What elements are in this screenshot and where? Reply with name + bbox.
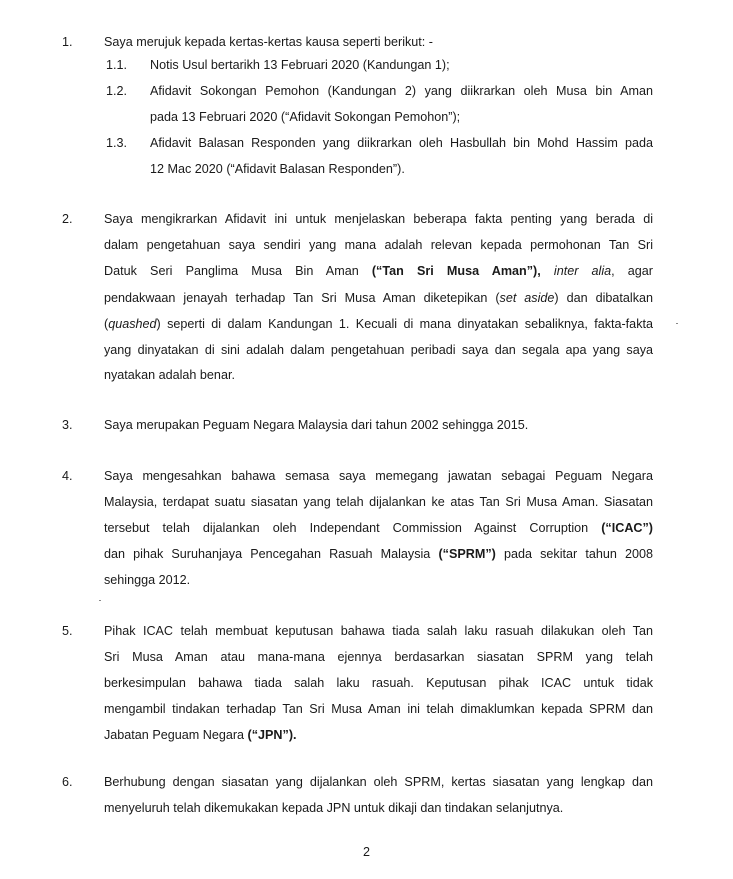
subitem-text-line: Afidavit Sokongan Pemohon (Kandungan 2) yang diikrarkan oleh Musa bin Aman	[150, 84, 653, 98]
paragraph-text-line: berkesimpulan bahawa tiada salah laku rasuah. Keputusan pihak ICAC untuk tidak	[104, 676, 653, 690]
paragraph-text-line: Saya mengikrarkan Afidavit ini untuk menjelaskan beberapa fakta penting yang berada di	[104, 212, 653, 226]
subitem-text-line: Afidavit Balasan Responden yang diikrarkan oleh Hasbullah bin Mohd Hassim pada	[150, 136, 653, 150]
paragraph-text-line: Saya merupakan Peguam Negara Malaysia dari tahun 2002 sehingga 2015.	[104, 418, 529, 432]
paragraph-text-line: yang dinyatakan di sini adalah dalam pengetahuan peribadi saya dan segala apa yang saya	[104, 343, 653, 357]
paragraph-number: 5.	[62, 624, 73, 638]
italic-term: set aside	[499, 291, 555, 305]
page-number: 2	[362, 845, 370, 859]
paragraph-text-line	[104, 727, 297, 743]
paragraph-number: 2.	[62, 212, 73, 226]
scan-speck	[676, 323, 678, 324]
subitem-number: 1.2.	[106, 84, 128, 98]
italic-term: inter alia	[553, 264, 612, 278]
paragraph-text-line: Saya mengesahkan bahawa semasa saya memegang jawatan sebagai Peguam Negara	[104, 469, 653, 483]
text-run: pada sekitar tahun 2008	[495, 547, 653, 561]
paragraph-number: 3.	[62, 418, 73, 432]
italic-term: quashed	[108, 317, 157, 331]
text-run: Datuk Seri Panglima Musa Bin Aman	[104, 264, 372, 278]
defined-term: (“JPN”).	[247, 728, 297, 742]
text-run: ) dan dibatalkan	[554, 291, 654, 305]
text-run: dan pihak Suruhanjaya Pencegahan Rasuah Malaysia	[104, 547, 439, 561]
paragraph-number: 1.	[62, 35, 73, 49]
text-run: pendakwaan jenayah terhadap Tan Sri Musa Aman diketepikan (	[104, 291, 500, 305]
paragraph-text-line: Berhubung dengan siasatan yang dijalankan oleh SPRM, kertas siasatan yang lengkap dan	[104, 775, 653, 789]
paragraph-text-line	[104, 263, 653, 279]
paragraph-text-line: Malaysia, terdapat suatu siasatan yang telah dijalankan ke atas Tan Sri Musa Aman. Siasatan	[104, 495, 653, 509]
text-run: , agar	[611, 264, 653, 278]
defined-term: (“ICAC”)	[601, 521, 653, 535]
text-run: Jabatan Peguam Negara	[104, 728, 248, 742]
subitem-text-line: Notis Usul bertarikh 13 Februari 2020 (Kandungan 1);	[150, 58, 450, 72]
subitem-text-line: 12 Mac 2020 (“Afidavit Balasan Responden”).	[150, 162, 405, 176]
paragraph-text-line: menyeluruh telah dikemukakan kepada JPN untuk dikaji dan tindakan selanjutnya.	[104, 801, 564, 815]
paragraph-text-line: sehingga 2012.	[104, 573, 191, 587]
paragraph-text-line: mengambil tindakan terhadap Tan Sri Musa Aman ini telah dimaklumkan kepada SPRM dan	[104, 702, 653, 716]
subitem-number: 1.1.	[106, 58, 128, 72]
paragraph-number: 4.	[62, 469, 73, 483]
paragraph-text-line: Saya merujuk kepada kertas-kertas kausa seperti berikut: -	[104, 35, 433, 49]
paragraph-text-line	[104, 546, 653, 562]
paragraph-text-line	[104, 316, 653, 332]
paragraph-number: 6.	[62, 775, 73, 789]
defined-term: (“Tan Sri Musa Aman”),	[371, 264, 541, 278]
text-run	[541, 264, 554, 278]
paragraph-text-line	[104, 520, 653, 536]
text-run: (	[104, 317, 109, 331]
paragraph-text-line: dalam pengetahuan saya sendiri yang mana adalah relevan kepada permohonan Tan Sri	[104, 238, 653, 252]
defined-term: (“SPRM”)	[438, 547, 496, 561]
paragraph-text-line: Sri Musa Aman atau mana-mana ejennya berdasarkan siasatan SPRM yang telah	[104, 650, 653, 664]
paragraph-text-line: Pihak ICAC telah membuat keputusan bahawa tiada salah laku rasuah dilakukan oleh Tan	[104, 624, 653, 638]
paragraph-text-line: nyatakan adalah benar.	[104, 368, 235, 382]
text-run: ) seperti di dalam Kandungan 1. Kecuali di mana dinyatakan sebaliknya, fakta-fakta	[156, 317, 653, 331]
scan-speck	[99, 600, 101, 601]
subitem-text-line: pada 13 Februari 2020 (“Afidavit Sokongan Pemohon”);	[150, 110, 461, 124]
subitem-number: 1.3.	[106, 136, 128, 150]
paragraph-text-line	[104, 290, 653, 306]
text-run: tersebut telah dijalankan oleh Independant Commission Against Corruption	[104, 521, 602, 535]
